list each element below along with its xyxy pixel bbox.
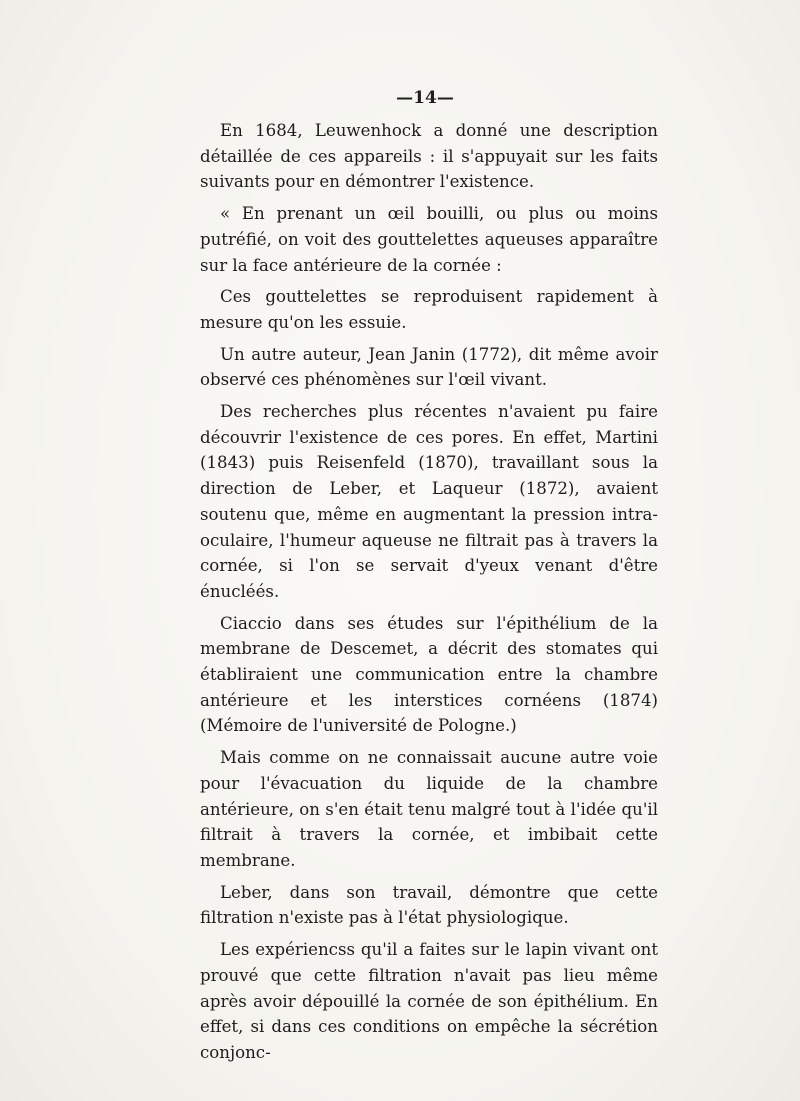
paragraph-7: Mais comme on ne connaissait aucune autre voie pour l'évacuation du liquide de la chambre antérieure, on s'en était tenu malgré tout à l'idée qu'il filtrait à travers la cornée, et imbibait cette membrane.	[200, 748, 658, 870]
page-number: —14—	[396, 88, 454, 108]
paragraph-3: Ces gouttelettes se reproduisent rapidement à mesure qu'on les essuie.	[200, 287, 658, 332]
body-text	[200, 118, 658, 1072]
paragraph-9: Les expériencss qu'il a faites sur le lapin vivant ont prouvé que cette filtration n'avait pas lieu même après avoir dépouillé la cornée de son épithélium. En effet, si dans ces conditions on empêche la sécrétion conjonc-	[200, 940, 658, 1062]
paragraph-4: Un autre auteur, Jean Janin (1772), dit même avoir observé ces phénomènes sur l'œil vivant.	[200, 344, 658, 390]
paragraph-1: En 1684, Leuwenhock a donné une description détaillée de ces appareils : il s'appuyait sur les faits suivants pour en démontrer l'existence.	[200, 121, 658, 192]
paragraph-6: Ciaccio dans ses études sur l'épithélium de la membrane de Descemet, a décrit des stomates qui établiraient une communication entre la chambre antérieure et les interstices cornéens (1874) (Mémoire de l'université de Pologne.)	[200, 613, 658, 736]
paragraph-5: Des recherches plus récentes n'avaient pu faire découvrir l'existence de ces pores. En effet, Martini (1843) puis Reisenfeld (1870), travaillant sous la direction de Leber, et Laqueur (1872), avaient soutenu que, même en augmentant la pression intra-oculaire, l'humeur aqueuse ne filtrait pas à travers la cornée, si l'on se servait d'yeux venant d'être énucléés.	[200, 402, 658, 601]
paragraph-2: « En prenant un œil bouilli, ou plus ou moins putréfié, on voit des gouttelettes aqueuses apparaître sur la face antérieure de la cornée :	[200, 204, 658, 275]
paragraph-8: Leber, dans son travail, démontre que cette filtration n'existe pas à l'état physiologique.	[200, 882, 658, 928]
